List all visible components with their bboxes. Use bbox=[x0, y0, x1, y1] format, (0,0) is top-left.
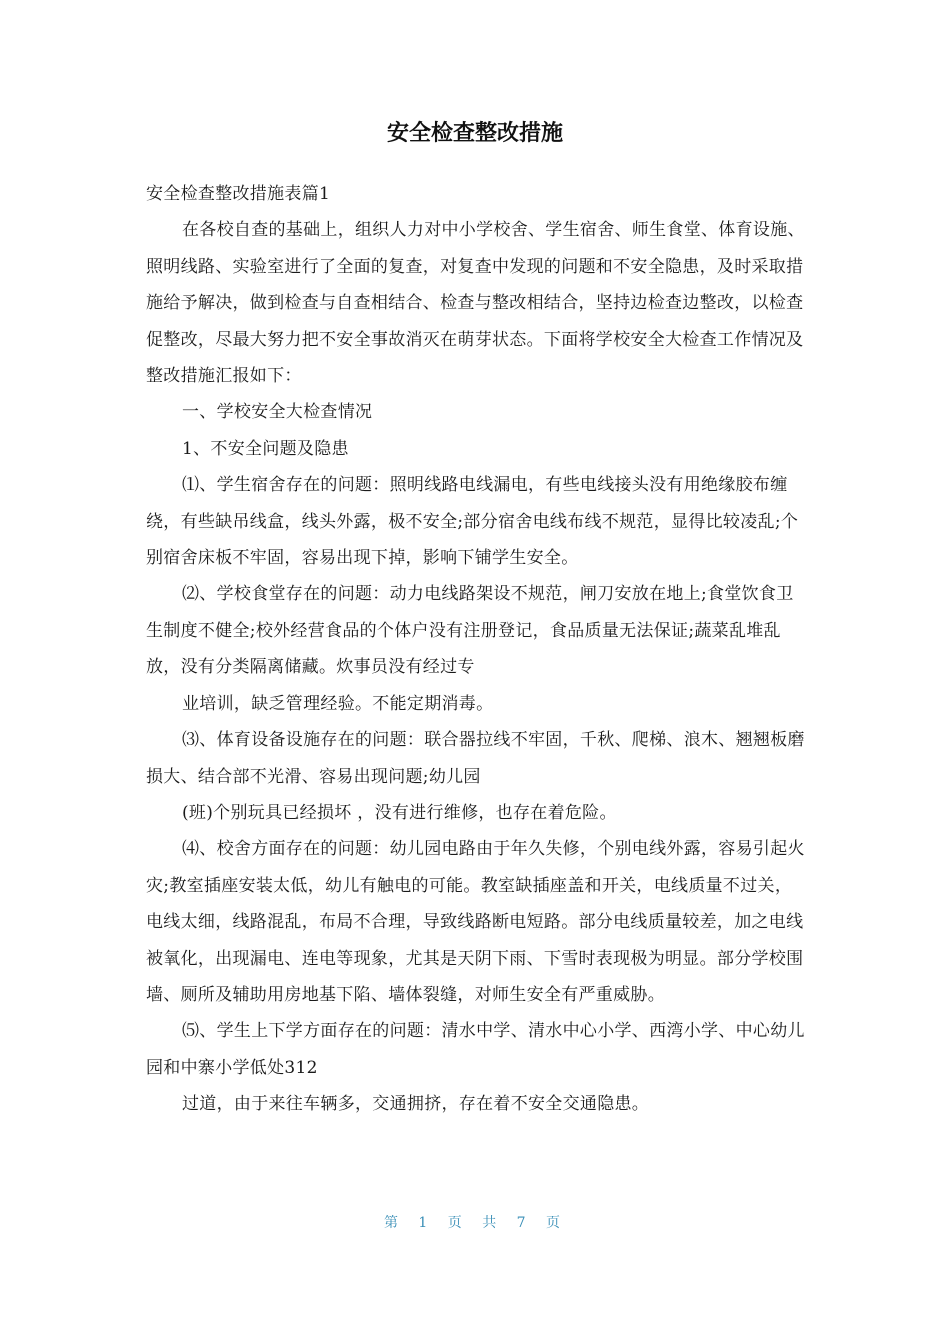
paragraph-commute: ⑸、学生上下学方面存在的问题：清水中学、清水中心小学、西湾小学、中心幼儿园和中寨小学低处312 bbox=[146, 1021, 805, 1078]
page-footer: 第 1 页 共 7 页 bbox=[383, 1215, 567, 1231]
paragraph-commute-cont: 过道，由于来往车辆多，交通拥挤，存在着不安全交通隐患。 bbox=[182, 1094, 650, 1115]
document-title: 安全检查整改措施 bbox=[386, 121, 563, 146]
paragraph-canteen: ⑵、学校食堂存在的问题：动力电线路架设不规范，闸刀安放在地上;食堂饮食卫生制度不健全;校外经营食品的个体户没有注册登记，食品质量无法保证;蔬菜乱堆乱放，没有分类隔离储藏。炊事员没有经过专 bbox=[146, 584, 794, 678]
paragraph-dormitory: ⑴、学生宿舍存在的问题：照明线路电线漏电，有些电线接头没有用绝缘胶布缠绕，有些缺吊线盒，线头外露，极不安全;部分宿舍电线布线不规范，显得比较凌乱;个别宿舍床板不牢固，容易出现下掉，影响下铺学生安全。 bbox=[146, 475, 799, 569]
paragraph-sports-cont: (班)个别玩具已经损坏 ，没有进行维修，也存在着危险。 bbox=[182, 802, 617, 823]
heading-safety-inspection: 一、学校安全大检查情况 bbox=[182, 402, 373, 423]
section-heading: 安全检查整改措施表篇1 bbox=[146, 184, 331, 204]
intro-paragraph: 在各校自查的基础上，组织人力对中小学校舍、学生宿舍、师生食堂、体育设施、照明线路、实验室进行了全面的复查，对复查中发现的问题和不安全隐患，及时采取措施给予解决，做到检查与自查相结合、检查与整改相结合，坚持边检查边整改，以检查促整改，尽最大努力把不安全事故消灭在萌芽状态。下面将学校安全大检查工作情况及整改措施汇报如下： bbox=[146, 220, 805, 387]
paragraph-canteen-cont: 业培训，缺乏管理经验。不能定期消毒。 bbox=[182, 693, 494, 714]
heading-hazards: 1、不安全问题及隐患 bbox=[182, 438, 349, 459]
document-body bbox=[146, 176, 808, 1123]
paragraph-sports: ⑶、体育设备设施存在的问题：联合器拉线不牢固，千秋、爬梯、浪木、翘翘板磨损大、结合部不光滑、容易出现问题;幼儿园 bbox=[146, 730, 805, 787]
paragraph-buildings: ⑷、校舍方面存在的问题：幼儿园电路由于年久失修，个别电线外露，容易引起火灾;教室插座安装太低，幼儿有触电的可能。教室缺插座盖和开关，电线质量不过关，电线太细，线路混乱，布局不合理，导致线路断电短路。部分电线质量较差，加之电线被氧化，出现漏电、连电等现象，尤其是天阴下雨、下雪时表现极为明显。部分学校围墙、厕所及辅助用房地基下陷、墙体裂缝，对师生安全有严重威胁。 bbox=[146, 839, 805, 1005]
